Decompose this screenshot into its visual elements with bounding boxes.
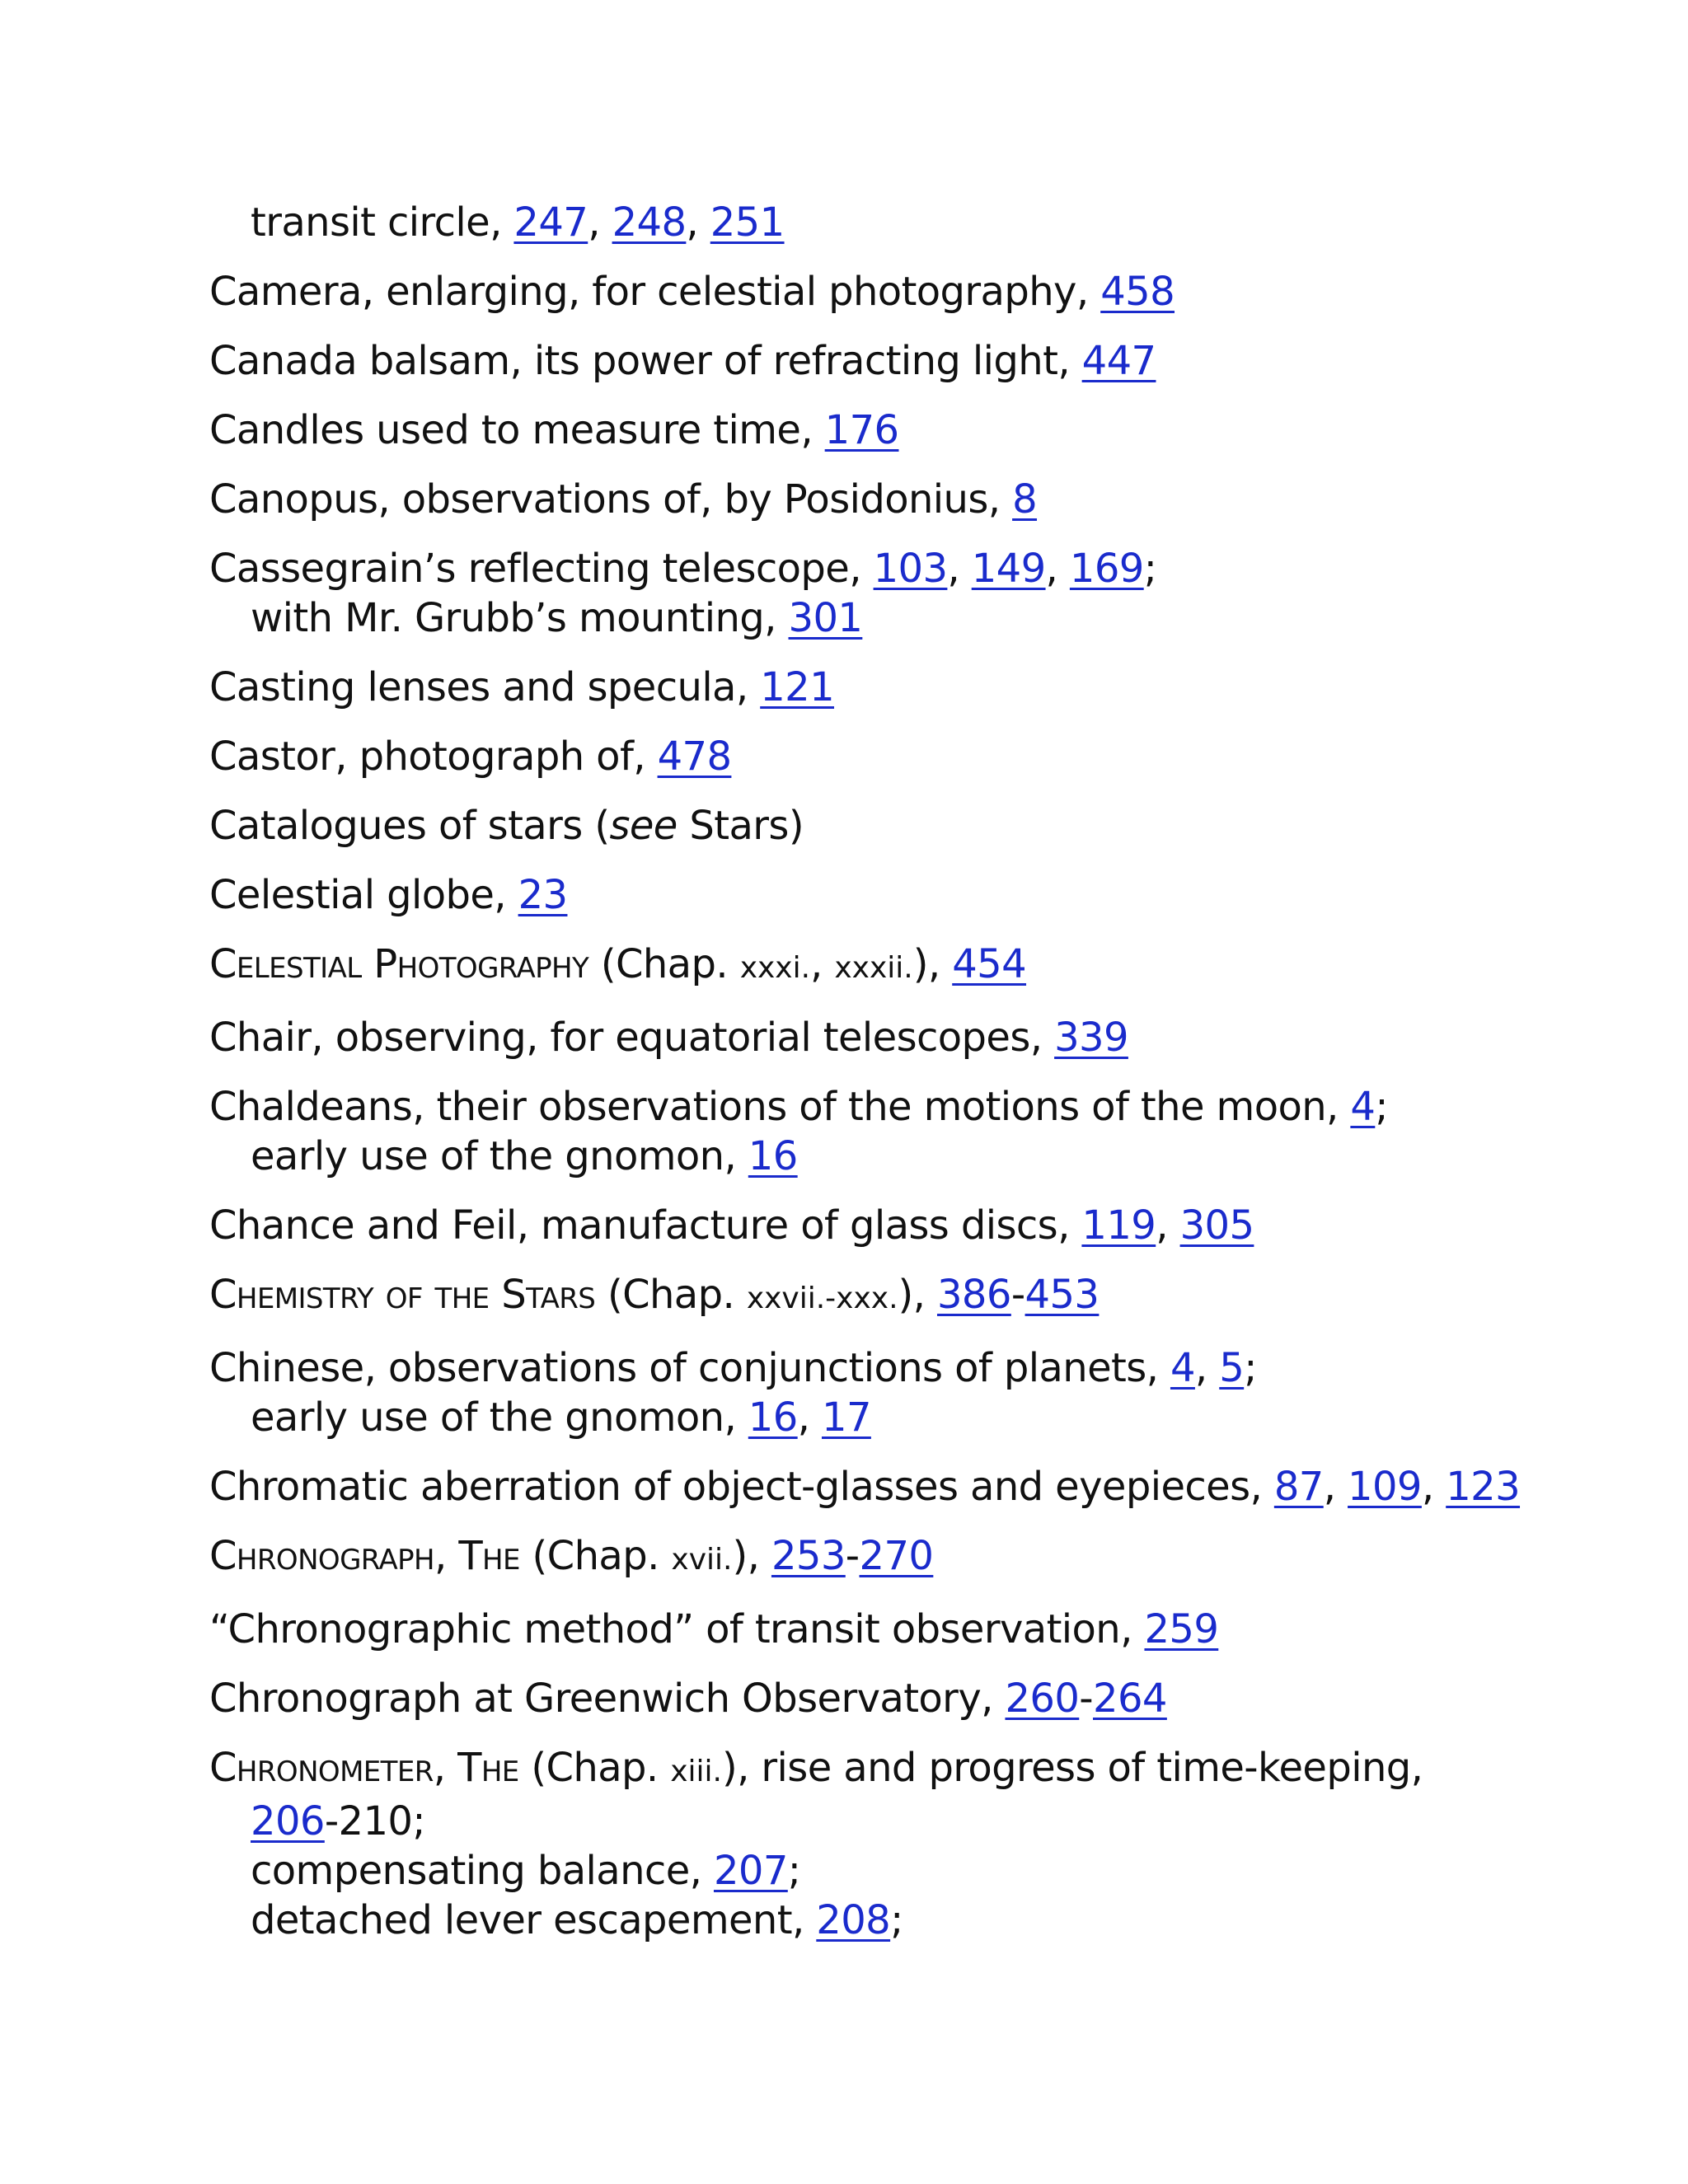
page-link-251[interactable]: 251 [710,199,785,246]
entry-heading-line [209,267,1495,316]
index-entry-chronographic-method [209,1605,1495,1654]
page-link-260[interactable]: 260 [1005,1675,1080,1722]
entry-heading-line [209,1674,1495,1723]
index-entry-transit-circle [209,198,1495,247]
entry-heading-line [209,801,1495,851]
index-entry-chinese [209,1343,1495,1442]
page-link-87[interactable]: 87 [1273,1464,1324,1510]
entry-heading-line [209,732,1495,781]
entry-text: ; [890,1897,903,1943]
entry-text: (Chap. [519,1533,672,1579]
entry-subline [209,1797,1495,1846]
page-link-207[interactable]: 207 [713,1848,788,1894]
entry-text: - [1079,1675,1094,1722]
entry-text: , [434,1533,459,1579]
entry-heading-line [209,1343,1495,1393]
index-entry-chronograph-greenwich [209,1674,1495,1723]
entry-text: Catalogues of stars ( [209,803,610,849]
entry-text: Cassegrain’s reflecting telescope, [209,546,874,592]
index-entry-chaldeans [209,1082,1495,1181]
italic-text: see [609,803,678,849]
chapter-numeral: xvii. [671,1543,733,1577]
entry-text: ), rise and progress of time-keeping, [721,1745,1423,1791]
entry-text: compensating balance, [251,1848,714,1894]
page-link-109[interactable]: 109 [1348,1464,1422,1510]
entry-text: Celestial globe, [209,872,518,918]
index-entry-canopus [209,475,1495,524]
page-link-5[interactable]: 5 [1219,1345,1245,1391]
entry-text: , [810,941,835,987]
entry-text: ), [898,1272,937,1318]
page-link-16[interactable]: 16 [748,1133,798,1179]
entry-text: , [1421,1464,1447,1510]
index-entry-candles [209,405,1495,455]
page-link-386[interactable]: 386 [936,1272,1011,1318]
page-link-247[interactable]: 247 [513,199,588,246]
entry-text: Camera, enlarging, for celestial photography, [209,269,1101,315]
entry-text: , [1045,546,1070,592]
small-caps-heading: The [458,1533,520,1579]
entry-text: , [1194,1345,1220,1391]
index-entry-catalogues [209,801,1495,851]
entry-text: (Chap. [595,1272,747,1318]
entry-text: , [947,546,972,592]
page-link-264[interactable]: 264 [1093,1675,1167,1722]
entry-text: “Chronographic method” of transit observation, [209,1606,1145,1652]
page-link-301[interactable]: 301 [788,595,863,641]
index-entry-celestial-photography [209,940,1495,993]
page-link-23[interactable]: 23 [518,872,568,918]
entry-heading-line [209,870,1495,920]
entry-text: Chinese, observations of conjunctions of planets, [209,1345,1170,1391]
page-link-447[interactable]: 447 [1081,338,1156,384]
entry-text: Chair, observing, for equatorial telescopes, [209,1015,1055,1061]
index-entry-chronograph-the [209,1531,1495,1585]
entry-text: (Chap. [588,941,740,987]
page-link-206[interactable]: 206 [251,1798,325,1844]
entry-text: Castor, photograph of, [209,733,658,780]
entry-text: ; [1375,1084,1388,1130]
index-entry-chance-and-feil [209,1201,1495,1250]
entry-text: , [1323,1464,1348,1510]
entry-text: ), [912,941,953,987]
entry-text: Chronograph at Greenwich Observatory, [209,1675,1006,1722]
chapter-numeral: xiii. [670,1755,722,1788]
index-entry-casting-lenses [209,663,1495,712]
index-entry-chronometer-the [209,1743,1495,1945]
entry-text: Chance and Feil, manufacture of glass discs, [209,1202,1082,1249]
entry-subline [209,1896,1495,1945]
index-entry-chair [209,1013,1495,1062]
index-entry-castor [209,732,1495,781]
entry-text: , [797,1394,822,1441]
index-entry-chemistry-of-the-stars [209,1270,1495,1324]
page-link-149[interactable]: 149 [971,546,1046,592]
page-link-123[interactable]: 123 [1446,1464,1521,1510]
entry-text: , [1156,1202,1180,1249]
entry-subline [209,1132,1495,1181]
entry-heading-line [209,940,1495,993]
page-link-208[interactable]: 208 [816,1897,891,1943]
entry-text: detached lever escapement, [251,1897,817,1943]
page-link-169[interactable]: 169 [1069,546,1144,592]
chapter-numeral: xxxi. [739,951,811,985]
entry-text: with Mr. Grubb’s mounting, [251,595,789,641]
entry-text: Casting lenses and specula, [209,664,761,710]
page-link-339[interactable]: 339 [1054,1015,1128,1061]
page-link-103[interactable]: 103 [873,546,948,592]
entry-subline [209,1393,1495,1442]
entry-text: Chaldeans, their observations of the motions of the moon, [209,1084,1351,1130]
index-entry-chromatic-aberration [209,1462,1521,1511]
page-link-458[interactable]: 458 [1100,269,1175,315]
entry-text: Candles used to measure time, [209,407,825,453]
page-link-305[interactable]: 305 [1179,1202,1254,1249]
entry-heading-line [209,336,1495,386]
entry-heading-line [209,663,1495,712]
entry-text: early use of the gnomon, [251,1133,748,1179]
page-link-119[interactable]: 119 [1081,1202,1156,1249]
entry-heading-line [209,1013,1495,1062]
small-caps-heading: Chemistry of the Stars [209,1272,596,1318]
index-entry-cassegrain [209,544,1495,643]
entry-text: ), [732,1533,771,1579]
entry-text: ; [787,1848,801,1894]
page-link-248[interactable]: 248 [612,199,687,246]
small-caps-heading: Chronograph [209,1533,434,1579]
entry-subline [209,1846,1495,1896]
entry-text: Canada balsam, its power of refracting light, [209,338,1082,384]
entry-heading-line [209,1605,1495,1654]
index-entry-canada-balsam [209,336,1495,386]
entry-subline [209,593,1495,643]
chapter-numeral: xxxii. [834,951,913,985]
page-link-17[interactable]: 17 [822,1394,871,1441]
page-link-454[interactable]: 454 [952,941,1027,987]
small-caps-heading: The [457,1745,519,1791]
chapter-numeral: xxvii.-xxx. [746,1282,898,1315]
page-link-176[interactable]: 176 [824,407,899,453]
entry-text: transit circle, [251,199,514,246]
entry-heading-line [209,475,1495,524]
entry-text: , [686,199,710,246]
entry-text: (Chap. [518,1745,671,1791]
entry-heading-line [209,1201,1495,1250]
entry-subline [209,198,1495,247]
entry-text: ; [1244,1345,1257,1391]
entry-text: Canopus, observations of, by Posidonius, [209,476,1013,523]
page-link-121[interactable]: 121 [760,664,835,710]
entry-text: Chromatic aberration of object-glasses and eyepieces, [209,1464,1274,1510]
entry-heading-line [209,1462,1521,1511]
entry-text: , [588,199,612,246]
entry-text: Stars) [677,803,804,849]
page-link-16[interactable]: 16 [748,1394,798,1441]
entry-text: ; [1143,546,1157,592]
entry-heading-line [209,1743,1495,1797]
entry-heading-line [209,1270,1495,1324]
index-entry-camera [209,267,1495,316]
entry-text: , [433,1745,458,1791]
index-entry-celestial-globe [209,870,1495,920]
page-link-259[interactable]: 259 [1144,1606,1219,1652]
page-link-4[interactable]: 4 [1350,1084,1376,1130]
page-link-4[interactable]: 4 [1170,1345,1195,1391]
small-caps-heading: Chronometer [209,1745,434,1791]
entry-text: -210; [324,1798,425,1844]
entry-heading-line [209,1082,1495,1132]
entry-heading-line [209,1531,1495,1585]
entry-text: - [1010,1272,1025,1318]
page-link-253[interactable]: 253 [771,1533,846,1579]
page-link-453[interactable]: 453 [1025,1272,1100,1318]
page-link-270[interactable]: 270 [859,1533,934,1579]
page-link-478[interactable]: 478 [657,733,732,780]
page-link-8[interactable]: 8 [1012,476,1038,523]
entry-heading-line [209,405,1495,455]
entry-text: - [845,1533,860,1579]
entry-text: early use of the gnomon, [251,1394,748,1441]
entry-heading-line [209,544,1495,593]
index-page [209,198,1521,1965]
small-caps-heading: Celestial Photography [209,941,589,987]
